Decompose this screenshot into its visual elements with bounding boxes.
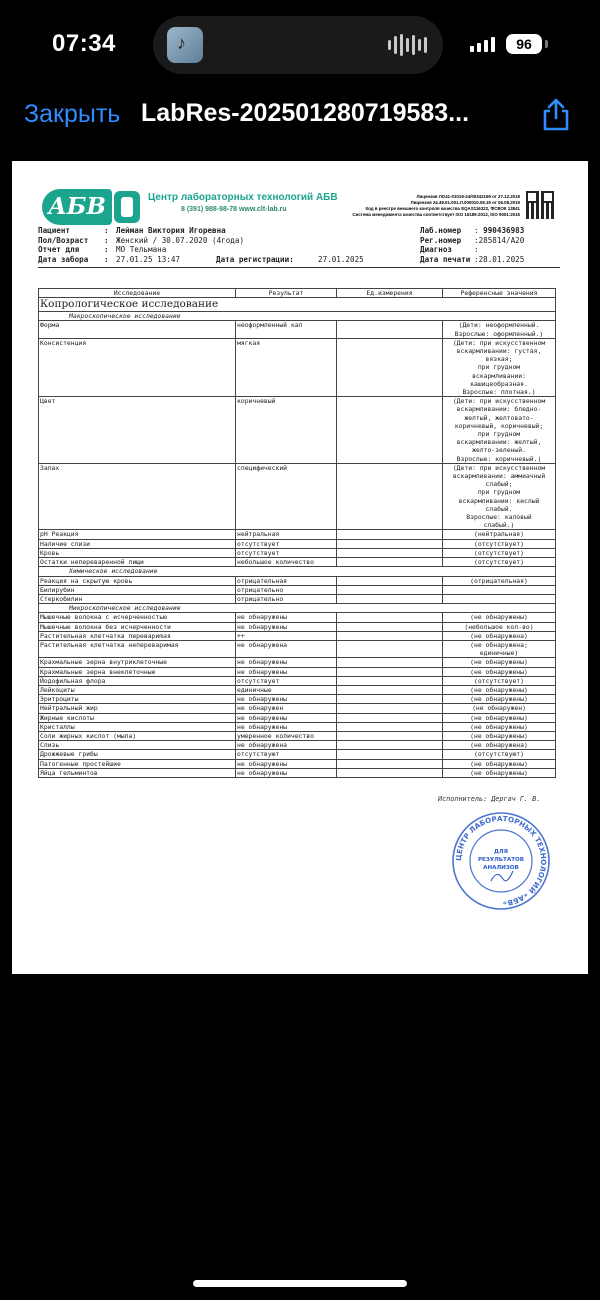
test-result: нейтральная bbox=[236, 530, 337, 539]
test-reference: (не обнаружены) bbox=[443, 759, 556, 768]
section-row bbox=[39, 298, 556, 312]
test-result: не обнаружена bbox=[236, 640, 337, 657]
test-unit bbox=[337, 750, 443, 759]
test-result: не обнаружены bbox=[236, 695, 337, 704]
test-unit bbox=[337, 558, 443, 567]
test-unit bbox=[337, 658, 443, 667]
test-result: отсутствует bbox=[236, 676, 337, 685]
test-name: Патогенные простейшие bbox=[39, 759, 236, 768]
test-result: отрицательно bbox=[236, 585, 337, 594]
patient-info: Пациент : Лейман Виктория Игоревна Лаб.номер : 990436983 Пол/Возраст : Женский / 30.07.2020 (4года) Рег.номер : 285814/А20 Отчет для : МО Тельмана Диагноз : Дата забора : 27.01.25 13:47 Дата регистрации: 27.01.2025 Дата печати : 28.01.2025 bbox=[38, 226, 525, 264]
table-row bbox=[39, 558, 556, 567]
test-name: Нейтральный жир bbox=[39, 704, 236, 713]
test-result: отсутствует bbox=[236, 548, 337, 557]
test-unit bbox=[337, 321, 443, 338]
subsection-title: Макроскопическое исследование bbox=[39, 312, 556, 321]
test-name: Стеркобилин bbox=[39, 594, 236, 603]
battery-icon: 96 bbox=[506, 34, 542, 54]
test-name: Цвет bbox=[39, 397, 236, 464]
test-reference: (отсутствует) bbox=[443, 548, 556, 557]
test-unit bbox=[337, 676, 443, 685]
audio-waveform-icon bbox=[388, 34, 427, 56]
test-name: Наличие слизи bbox=[39, 539, 236, 548]
patient-name: Лейман Виктория Игоревна bbox=[116, 226, 226, 235]
test-reference: (отсутствует) bbox=[443, 539, 556, 548]
test-unit bbox=[337, 685, 443, 694]
test-unit bbox=[337, 530, 443, 539]
test-name: Эритроциты bbox=[39, 695, 236, 704]
test-name: Йодофильная флора bbox=[39, 676, 236, 685]
test-result: мягкая bbox=[236, 338, 337, 396]
test-name: Крахмальные зерна внеклеточные bbox=[39, 667, 236, 676]
table-header-row bbox=[39, 289, 556, 298]
test-unit bbox=[337, 640, 443, 657]
document-title: LabRes-202501280719583... bbox=[141, 99, 470, 127]
table-row bbox=[39, 676, 556, 685]
column-header: Ед.измерения bbox=[337, 289, 443, 298]
test-unit bbox=[337, 576, 443, 585]
test-result: отсутствуют bbox=[236, 750, 337, 759]
lab-logo: АБВ bbox=[42, 189, 112, 225]
test-reference: (не обнаружены) bbox=[443, 667, 556, 676]
sex-age-value: Женский / 30.07.2020 (4года) bbox=[116, 235, 245, 245]
test-name: Крахмальные зерна внутриклеточные bbox=[39, 658, 236, 667]
table-row bbox=[39, 722, 556, 731]
test-unit bbox=[337, 741, 443, 750]
test-reference: (не обнаружены) bbox=[443, 722, 556, 731]
table-row bbox=[39, 622, 556, 631]
column-header: Исследование bbox=[39, 289, 236, 298]
test-name: Запах bbox=[39, 463, 236, 530]
lab-report-page bbox=[12, 161, 588, 974]
executor-signature: Исполнитель: Дергач Г. В. bbox=[438, 795, 541, 803]
test-result: ++ bbox=[236, 631, 337, 640]
test-unit bbox=[337, 722, 443, 731]
header-divider bbox=[38, 267, 560, 268]
table-row bbox=[39, 594, 556, 603]
test-result: коричневый bbox=[236, 397, 337, 464]
sample-date-label: Дата забора bbox=[38, 254, 89, 264]
test-reference bbox=[443, 585, 556, 594]
table-row bbox=[39, 667, 556, 676]
table-row bbox=[39, 768, 556, 777]
reg-number-label: Рег.номер bbox=[420, 235, 462, 245]
license-line: Код в реестре внешнего контроля качества EQAS116322, ФСВОК 13841 bbox=[365, 206, 520, 211]
test-unit bbox=[337, 695, 443, 704]
test-result: умеренное количество bbox=[236, 731, 337, 740]
table-row bbox=[39, 321, 556, 338]
test-reference: (отрицательная) bbox=[443, 576, 556, 585]
print-date-value: 28.01.2025 bbox=[478, 254, 525, 264]
test-unit bbox=[337, 613, 443, 622]
test-unit bbox=[337, 631, 443, 640]
table-row bbox=[39, 548, 556, 557]
test-name: Дрожжевые грибы bbox=[39, 750, 236, 759]
test-name: pH Реакция bbox=[39, 530, 236, 539]
test-reference: (Дети: при искусственном вскармливании: аммиачный слабый; при грудном вскармливании: кислый слабый. Взрослые: каловый слабый.) bbox=[443, 463, 556, 530]
test-name: Кровь bbox=[39, 548, 236, 557]
test-reference: (не обнаружены) bbox=[443, 768, 556, 777]
table-row bbox=[39, 338, 556, 396]
test-result: неоформленный кал bbox=[236, 321, 337, 338]
test-result: небольшое количество bbox=[236, 558, 337, 567]
test-reference: (не обнаружена) bbox=[443, 741, 556, 750]
table-row bbox=[39, 741, 556, 750]
lab-stamp bbox=[451, 811, 551, 911]
test-name: Растительная клетчатка перевариmая bbox=[39, 631, 236, 640]
test-name: Жирные кислоты bbox=[39, 713, 236, 722]
test-name: Мышечные волокна без исчерченности bbox=[39, 622, 236, 631]
sex-age-label: Пол/Возраст bbox=[38, 235, 89, 245]
cellular-signal-icon bbox=[470, 37, 495, 52]
test-unit bbox=[337, 539, 443, 548]
dynamic-island[interactable] bbox=[153, 16, 443, 74]
now-playing-artwork-icon: ♪ bbox=[167, 27, 203, 63]
lab-number-label: Лаб.номер bbox=[420, 226, 462, 235]
table-row bbox=[39, 613, 556, 622]
print-date-label: Дата печати bbox=[420, 254, 471, 264]
test-unit bbox=[337, 704, 443, 713]
test-reference: (не обнаружена; единичные) bbox=[443, 640, 556, 657]
reg-date-value: 27.01.2025 bbox=[318, 254, 364, 264]
results-body bbox=[39, 298, 556, 778]
test-unit bbox=[337, 622, 443, 631]
table-row bbox=[39, 576, 556, 585]
test-name: Соли жирных кислот (мыла) bbox=[39, 731, 236, 740]
test-name: Слизь bbox=[39, 741, 236, 750]
test-result: отрицательно bbox=[236, 594, 337, 603]
stamp-ring-text: ЦЕНТР ЛАБОРАТОРНЫХ ТЕХНОЛОГИЙ «АБВ» bbox=[453, 813, 549, 909]
share-icon[interactable] bbox=[538, 96, 574, 132]
test-result: не обнаружены bbox=[236, 613, 337, 622]
table-row bbox=[39, 631, 556, 640]
battery-tip bbox=[545, 40, 548, 48]
column-header: Результат bbox=[236, 289, 337, 298]
test-reference bbox=[443, 594, 556, 603]
test-reference: (не обнаружены) bbox=[443, 658, 556, 667]
status-time: 07:34 bbox=[52, 30, 116, 57]
subsection-title: Микроскопическое исследование bbox=[39, 604, 556, 613]
test-reference: (отсутствует) bbox=[443, 676, 556, 685]
test-unit bbox=[337, 667, 443, 676]
test-reference: (небольшое кол-во) bbox=[443, 622, 556, 631]
table-row bbox=[39, 658, 556, 667]
test-unit bbox=[337, 338, 443, 396]
results-table bbox=[38, 288, 556, 778]
sample-date-value: 27.01.25 13:47 bbox=[116, 254, 181, 264]
test-result: не обнаружены bbox=[236, 667, 337, 676]
table-row bbox=[39, 585, 556, 594]
test-unit bbox=[337, 768, 443, 777]
test-name: Мышечные волокна с исчерченностью bbox=[39, 613, 236, 622]
subsection-title: Химическое исследование bbox=[39, 567, 556, 576]
test-unit bbox=[337, 463, 443, 530]
test-reference: (Дети: при искусственном вскармливании: бледно- желтый, желтовато- коричневый, коричневый; при грудном вскармливании: желтый, желто-зеленый. Взрослые: коричневый.) bbox=[443, 397, 556, 464]
test-name: Лейкоциты bbox=[39, 685, 236, 694]
license-line: Система менеджмента качества соответствует ISO 15189:2012, ISO 9001:2015 bbox=[352, 212, 520, 217]
table-row bbox=[39, 530, 556, 539]
qr-code-icon bbox=[526, 191, 554, 219]
test-reference: (не обнаружены) bbox=[443, 613, 556, 622]
home-indicator[interactable] bbox=[193, 1280, 407, 1287]
svg-text:РЕЗУЛЬТАТОВ: РЕЗУЛЬТАТОВ bbox=[477, 857, 525, 863]
table-row bbox=[39, 750, 556, 759]
test-result: отсутствует bbox=[236, 539, 337, 548]
letterhead bbox=[42, 189, 556, 227]
lab-number: 990436983 bbox=[483, 226, 525, 235]
license-line: Лицензия ЛО41-01019-24/00342169 от 27.12.2018 bbox=[416, 194, 520, 199]
table-row bbox=[39, 640, 556, 657]
table-row bbox=[39, 463, 556, 530]
close-button[interactable]: Закрыть bbox=[24, 100, 121, 128]
reg-number: 285814/А20 bbox=[478, 235, 525, 245]
test-reference: (Дети: неоформленный. Взрослые: оформленный.) bbox=[443, 321, 556, 338]
test-unit bbox=[337, 548, 443, 557]
test-name: Реакция на скрытую кровь bbox=[39, 576, 236, 585]
test-unit bbox=[337, 759, 443, 768]
report-for-value: МО Тельмана bbox=[116, 245, 167, 255]
subsection-row bbox=[39, 312, 556, 321]
license-line: Лицензия 24.49.01.001.Л.000010.08.19 от 06.08.2019 bbox=[410, 200, 520, 205]
test-result: единичные bbox=[236, 685, 337, 694]
section-title: Копрологическое исследование bbox=[39, 298, 556, 312]
reg-date-label: Дата регистрации: bbox=[216, 254, 294, 264]
test-result: специфический bbox=[236, 463, 337, 530]
test-result: не обнаружена bbox=[236, 741, 337, 750]
test-unit bbox=[337, 731, 443, 740]
test-reference: (не обнаружены) bbox=[443, 685, 556, 694]
table-row bbox=[39, 731, 556, 740]
test-result: не обнаружены bbox=[236, 759, 337, 768]
test-unit bbox=[337, 713, 443, 722]
table-row bbox=[39, 685, 556, 694]
license-info bbox=[338, 194, 520, 218]
test-name: Билирубин bbox=[39, 585, 236, 594]
test-reference: (Дети: при искусственном вскармливании: густая, вязкая; при грудном вскармливании: кашицеобразная. Взрослые: плотная.) bbox=[443, 338, 556, 396]
table-row bbox=[39, 397, 556, 464]
svg-text:АНАЛИЗОВ: АНАЛИЗОВ bbox=[483, 865, 519, 871]
test-reference: (отсутствует) bbox=[443, 558, 556, 567]
subsection-row bbox=[39, 604, 556, 613]
test-result: не обнаружены bbox=[236, 658, 337, 667]
lab-name: Центр лабораторных технологий АБВ bbox=[148, 192, 338, 203]
table-row bbox=[39, 713, 556, 722]
test-result: не обнаружен bbox=[236, 704, 337, 713]
report-for-label: Отчет для bbox=[38, 245, 80, 255]
subsection-row bbox=[39, 567, 556, 576]
patient-label: Пациент bbox=[38, 226, 71, 235]
table-row bbox=[39, 759, 556, 768]
table-row bbox=[39, 695, 556, 704]
test-reference: (не обнаружены) bbox=[443, 731, 556, 740]
table-row bbox=[39, 539, 556, 548]
status-bar bbox=[0, 0, 600, 92]
test-reference: (не обнаружены) bbox=[443, 713, 556, 722]
test-reference: (не обнаружен) bbox=[443, 704, 556, 713]
test-result: не обнаружены bbox=[236, 722, 337, 731]
test-name: Растительная клетчатка непереваримая bbox=[39, 640, 236, 657]
test-result: не обнаружены bbox=[236, 713, 337, 722]
test-unit bbox=[337, 585, 443, 594]
test-unit bbox=[337, 594, 443, 603]
test-name: Кристаллы bbox=[39, 722, 236, 731]
test-reference: (отсутствуют) bbox=[443, 750, 556, 759]
test-reference: (не обнаружена) bbox=[443, 631, 556, 640]
test-unit bbox=[337, 397, 443, 464]
document-navbar bbox=[0, 92, 600, 142]
table-row bbox=[39, 704, 556, 713]
test-result: не обнаружены bbox=[236, 622, 337, 631]
test-name: Яйца гельминтов bbox=[39, 768, 236, 777]
test-name: Консистенция bbox=[39, 338, 236, 396]
lab-contacts: 8 (391) 988-98-78 www.clt-lab.ru bbox=[181, 206, 287, 213]
test-result: отрицательная bbox=[236, 576, 337, 585]
svg-text:ДЛЯ: ДЛЯ bbox=[494, 849, 508, 855]
diagnosis-label: Диагноз bbox=[420, 245, 453, 255]
test-name: Форма bbox=[39, 321, 236, 338]
test-result: не обнаружены bbox=[236, 768, 337, 777]
test-reference: (нейтральная) bbox=[443, 530, 556, 539]
test-reference: (не обнаружены) bbox=[443, 695, 556, 704]
test-name: Остатки непереваренной пищи bbox=[39, 558, 236, 567]
lab-logo-roll-icon bbox=[114, 191, 140, 223]
column-header: Референсные значения bbox=[443, 289, 556, 298]
